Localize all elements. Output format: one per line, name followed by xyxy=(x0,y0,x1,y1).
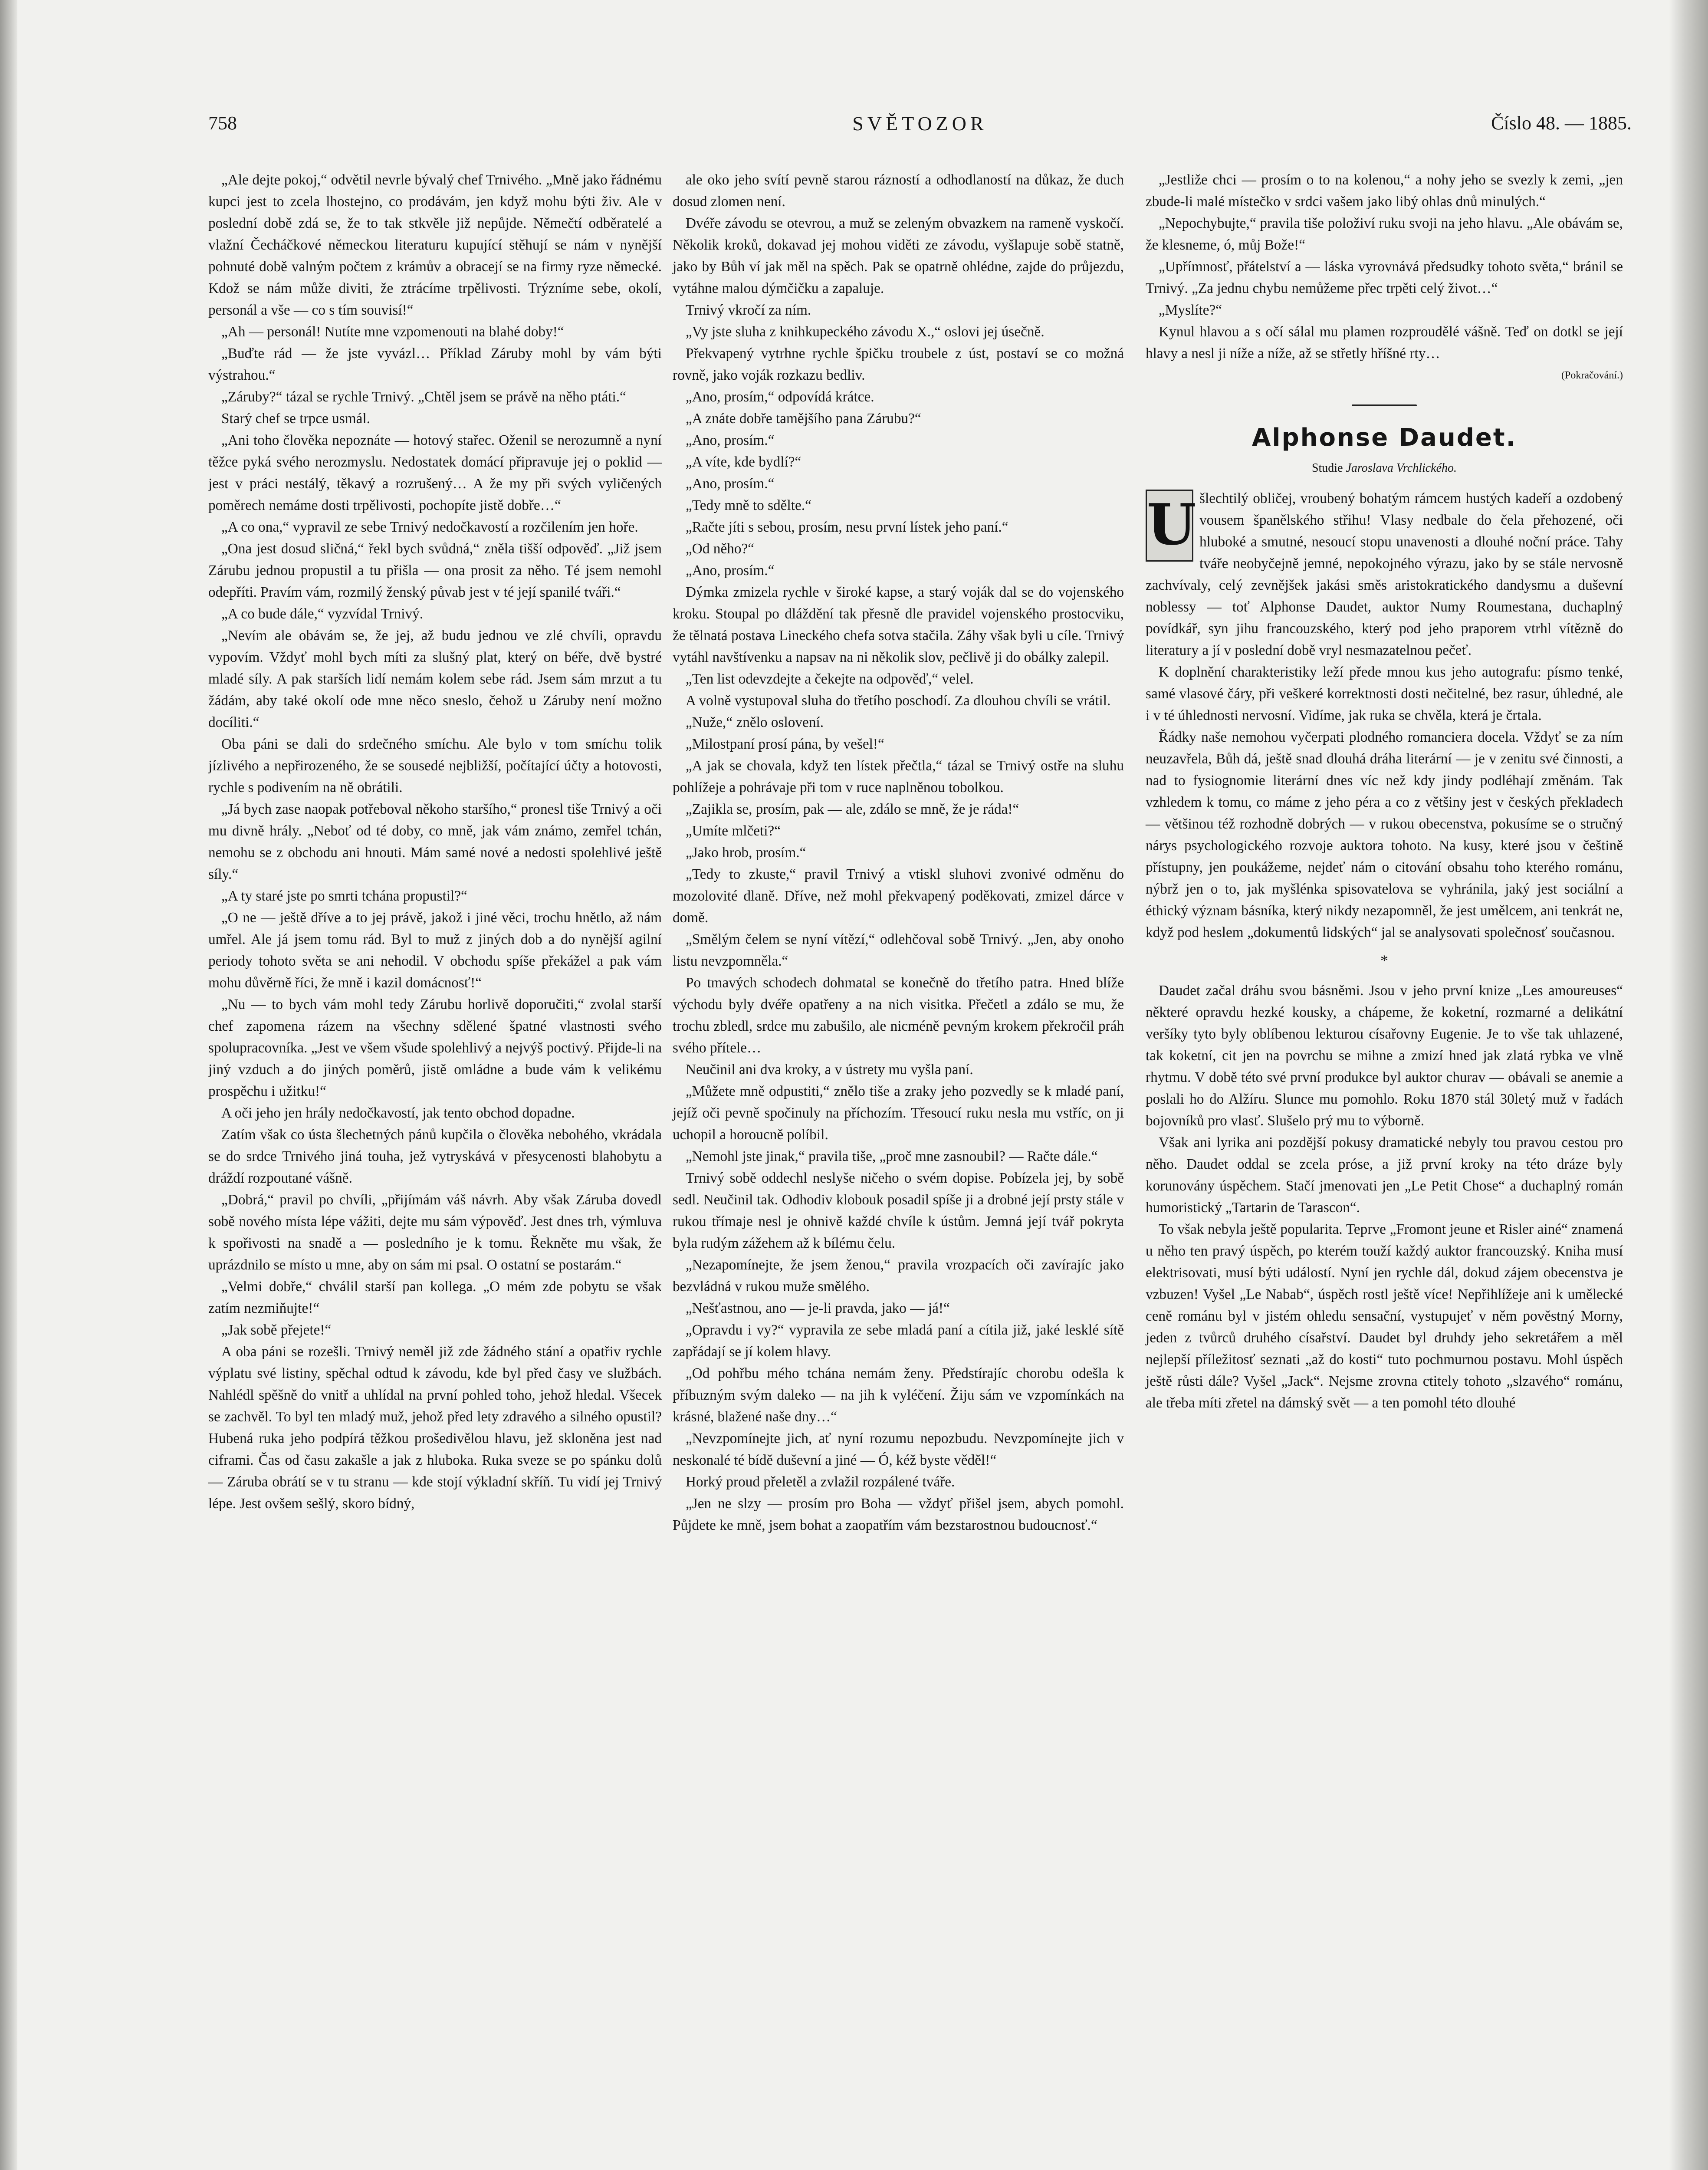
paragraph: „Velmi dobře,“ chválil starší pan kollega. „O mém zde pobytu se však zatím nezmiňujte!“ xyxy=(208,1279,662,1316)
paragraph: „Dobrá,“ pravil po chvíli, „přijímám váš návrh. Aby však Záruba dovedl sobě nového místa lépe vážiti, dejte mu sám výpověď. Jest dnes trh, výmluva k spořivosti na snadě a — posledního je k tomu. Řekněte mu však, že uprázdnilo se místo u mne, aby on sám mi psal. O ostatní se postarám.“ xyxy=(208,1192,662,1273)
paragraph: „Ale dejte pokoj,“ odvětil nevrle bývalý chef Trnivého. „Mně jako řádnému kupci jest to zcela lhostejno, co prodávám, jen když mohu býti živ. Ale v poslední době zdá se, že to tak stkvěle již nepůjde. Němečtí odběratelé a vlažní Čecháčkové německou literaturu kupující stěhují se nám v nynější pohnuté době valným počtem z krámův a obracejí se na firmy ryze německé. Kdož se nám může diviti, že ztrácíme trpělivosti. Trýzníme sebe, okolí, personál a vše — co s tím souvisí!“ xyxy=(208,172,662,318)
paragraph: „Myslíte?“ xyxy=(1159,302,1222,318)
subtitle-prefix: Studie xyxy=(1311,461,1343,475)
paragraph: A oči jeho jen hrály nedočkavostí, jak tento obchod dopadne. xyxy=(221,1105,575,1121)
first-paragraph-text: šlechtilý obličej, vroubený bohatým rámcem hustých kadeří a ozdobený vousem španělského střihu! Vlasy nedbale do čela přehozené, oči hluboké a smutné, nesoucí stopu unavenosti a dlouhé noční práce. Tahy tváře neobyčejně jemné, nepokojného výrazu, jako by se stále nervosně zachvívaly, celý zevnějšek jakási směs aristokratického dandysmu a duševní noblessy — toť Alphonse Daudet, auktor Numy Roumestana, duchaplný povídkář, syn jihu francouzského, který pod jeho praporem vtrhl vítězně do literatury a jí v poslední době vryl nesmazatelnou pečeť. xyxy=(1146,490,1623,658)
paragraph: „Od něho?“ xyxy=(686,541,755,557)
page-number: 758 xyxy=(208,112,237,134)
paragraph: „Tedy mně to sdělte.“ xyxy=(686,497,811,513)
paragraph: Horký proud přeletěl a zvlažil rozpálené tváře. xyxy=(686,1474,955,1490)
column-2 xyxy=(673,169,1124,1536)
section-asterisk: * xyxy=(1380,952,1388,969)
article-title: Alphonse Daudet. xyxy=(1252,424,1517,452)
paragraph: Neučinil ani dva kroky, a v ústrety mu vyšla paní. xyxy=(686,1062,973,1078)
paragraph: „Vy jste sluha z knihkupeckého závodu X.,“ oslovi jej úsečně. xyxy=(686,324,1045,340)
scan-left-edge xyxy=(0,0,17,2170)
paragraph: „A znáte dobře tamějšího pana Zárubu?“ xyxy=(686,411,921,427)
paragraph: „Nevím ale obávám se, že jej, až budu jednou ve zlé chvíli, opravdu vypovím. Vždyť mohl bych míti za slušný plat, který on béře, dvě bystré mladé síly. A pak starších lidí nemám kolem sebe rád. Jsem sám mrzut a tu žádám, aby také okolí ode mne něco sneslo, čehož u Záruby není možno docíliti.“ xyxy=(208,628,662,730)
paragraph: Starý chef se trpce usmál. xyxy=(221,411,371,427)
paragraph: „Račte jíti s sebou, prosím, nesu první lístek jeho paní.“ xyxy=(686,519,1008,535)
article-author: Jaroslava Vrchlického. xyxy=(1346,461,1457,475)
paragraph: Dýmka zmizela rychle v široké kapse, a starý voják dal se do vojenského kroku. Stoupal po dláždění tak přesně dle pravidel vojenského prostocviku, že tělnatá postava Lineckého chefa sotva stačila. Záhy však byli u cíle. Trnivý vytáhl navštívenku a napsav na ni několik slov, pečlivě ji do obálky zalepil. xyxy=(673,584,1124,665)
paragraph: Zatím však co ústa šlechetných pánů kupčila o člověka nebohého, vkrádala se do srdce Trnivého jiná touha, jež vytryskává v přesycenosti blahobytu a dráždí rozpoutané vášně. xyxy=(208,1127,662,1186)
paragraph: „Upřímnosť, přátelství a — láska vyrovnává předsudky tohoto světa,“ bránil se Trnivý. „Za jednu chybu nemůžeme přec trpěti celý život…“ xyxy=(1146,259,1623,296)
paragraph: „Nemohl jste jinak,“ pravila tiše, „proč mne zasnoubil? — Račte dále.“ xyxy=(686,1148,1098,1164)
paragraph: „Ano, prosím.“ xyxy=(686,476,775,492)
article-subtitle xyxy=(1146,460,1623,477)
paragraph: „Ano, prosím,“ odpovídá krátce. xyxy=(686,389,874,405)
paragraph: „Ano, prosím.“ xyxy=(686,432,775,448)
paragraph: „Jako hrob, prosím.“ xyxy=(686,845,806,861)
paragraph: „Můžete mně odpustiti,“ znělo tiše a zraky jeho pozvedly se k mladé paní, jejíž oči pevně spočinuly na příchozím. Třesoucí ruku nesla mu vstříc, on ji uchopil a horoucně políbil. xyxy=(673,1083,1124,1143)
paragraph: „Ona jest dosud sličná,“ řekl bych svůdná,“ zněla tišší odpověď. „Již jsem Zárubu jednou propustil a tu přišla — ona prosit za něho. Té jsem nemohl odepříti. Pravím vám, rozmilý ženský půvab jest v té její spanilé tváři.“ xyxy=(208,541,662,600)
paragraph: „Nešťastnou, ano — je-li pravda, jako — já!“ xyxy=(686,1300,950,1316)
paragraph: „Milostpaní prosí pána, by vešel!“ xyxy=(686,736,884,752)
column-3 xyxy=(1146,169,1623,1414)
paragraph: Oba páni se dali do srdečného smíchu. Ale bylo v tom smíchu tolik jízlivého a nepřirozeného, že se sousedé nejbližší, počítající účty a hotovosti, rychle s podivením na ně obrátili. xyxy=(208,736,662,796)
paragraph: „Jen ne slzy — prosím pro Boha — vždyť přišel jsem, abych pomohl. Půjdete ke mně, jsem bohat a zaopatřím vám bezstarostnou budoucnosť.“ xyxy=(673,1496,1124,1533)
paragraph: „Zajikla se, prosím, pak — ale, zdálo se mně, že je ráda!“ xyxy=(686,801,1019,817)
paragraph: „Já bych zase naopak potřeboval někoho staršího,“ pronesl tiše Trnivý a oči mu divně hrály. „Neboť od té doby, co mně, jak vám známo, zemřel tchán, nemohu se z obchodu ani hnouti. Mám samé nové a nedosti spolehlivé ještě síly.“ xyxy=(208,801,662,882)
paragraph: „A ty staré jste po smrti tchána propustil?“ xyxy=(221,888,467,904)
paragraph: „Nepochybujte,“ pravila tiše položiví ruku svoji na jeho hlavu. „Ale obávám se, že klesneme, ó, můj Bože!“ xyxy=(1146,215,1623,253)
paragraph: Však ani lyrika ani pozdější pokusy dramatické nebyly tou pravou cestou pro něho. Daudet oddal se zcela próse, a již první kroky na této dráze byly korunovány úspěchem. Stačí jmenovati jen „Le Petit Chose“ a duchaplný román humoristický „Tartarin de Tarascon“. xyxy=(1146,1134,1623,1216)
paragraph: „Nu — to bych vám mohl tedy Zárubu horlivě doporučiti,“ zvolal starší chef zapomena rázem na všechny sdělené špatné vlastnosti svého spolupracovníka. „Jest ve všem všude spolehlivý a nejvýš poctivý. Přijde-li na jiný vzduch a do jiných poměrů, jistě omládne a bude vám k velikému prospěchu i užitku!“ xyxy=(208,996,662,1099)
paragraph: „A co bude dále,“ vyzvídal Trnivý. xyxy=(221,606,424,622)
paragraph: Trnivý sobě oddechl neslyše ničeho o svém dopise. Pobízela jej, by sobě sedl. Neučinil tak. Odhodiv klobouk posadil spíše ji a drobné její prsty stále v rukou třímaje nesl je ohnivě každé chvíle k ústům. Jemná její tvář pokryta byla rudým zážehem až k bílému čelu. xyxy=(673,1170,1124,1251)
paragraph: Kynul hlavou a s očí sálal mu plamen rozproudělé vášně. Teď on dotkl se její hlavy a nesl ji níže a níže, až se střetly hříšné rty… xyxy=(1146,324,1623,362)
paragraph: Po tmavých schodech dohmatal se konečně do třetího patra. Hned blíže východu byly dvéře opatřeny a na nich visitka. Přečetl a zdálo se mu, že trochu zbledl, srdce mu zabušilo, ale nicméně pevným krokem překročil práh svého přítele… xyxy=(673,975,1124,1056)
paragraph: „O ne — ještě dříve a to jej právě, jakož i jiné věci, trochu hnětlo, až nám umřel. Ale já jsem tomu rád. Byl to muž z jiných dob a do nynější agilní periody tohoto světa se ani nehodil. V obchodu spíše překážel a pak vám mohu důvěrně říci, že mně i kazil domácnosť!“ xyxy=(208,910,662,991)
paragraph: K doplnění charakteristiky leží přede mnou kus jeho autografu: písmo tenké, samé vlasové čáry, při veškeré korrektnosti dosti nečitelné, bez rasur, úhledné, ale i v té úhlednosti nervosní. Vidíme, jak ruka se chvěla, která je črtala. xyxy=(1146,664,1623,723)
paragraph: „Umíte mlčeti?“ xyxy=(686,823,781,839)
paragraph: Překvapený vytrhne rychle špičku troubele z úst, postaví se co možná rovně, jako voják rozkazu bedliv. xyxy=(673,345,1124,383)
paragraph: ale oko jeho svítí pevně starou rázností a odhodlaností na důkaz, že duch dosud zlomen není. xyxy=(673,172,1124,210)
continued-label: (Pokračování.) xyxy=(1561,370,1623,381)
paragraph: „Od pohřbu mého tchána nemám ženy. Předstírajíc chorobu odešla k příbuzným svým daleko — na jih k vyléčení. Žiju sám ve vzpomínkách na krásné, blažené naše dny…“ xyxy=(673,1365,1124,1425)
drop-cap: U xyxy=(1146,490,1193,562)
paragraph: „Nezapomínejte, že jsem ženou,“ pravila vrozpacích oči zavírajíc jako bezvládná v rukou muže smělého. xyxy=(673,1257,1124,1295)
paragraph: To však nebyla ještě popularita. Teprve „Fromont jeune et Risler ainé“ znamená u něho ten pravý úspěch, po kterém touží každý auktor francouzský. Kniha musí elektrisovati, musí býti událostí. Nyní jen rychle dál, dokud zájem obecenstva je vzbuzen! Vyšel „Le Nabab“, úspěch rostl ještě více! Nepřihlížeje ani k umělecké ceně románu byl v jistém ohledu sensační, vystupujeť v něm pověstný Morny, jeden z tvůrců druhého císařství. Daudet byl druhdy jeho sekretářem a měl nejlepší příležitosť seznati „až do kosti“ tuto pochmurnou postavu. Mohl úspěch ještě růsti dále? Vyšel „Jack“. Nejsme zrovna ctitely tohoto „slzavého“ románu, ale třeba míti zřetel na dámský svět — a ten pomohl této dlouhé xyxy=(1146,1221,1623,1411)
issue-label: Číslo 48. — 1885. xyxy=(1491,112,1632,134)
article-first-paragraph xyxy=(1146,488,1623,661)
scan-right-edge xyxy=(1669,0,1708,2170)
paragraph: „A víte, kde bydlí?“ xyxy=(686,454,801,470)
paragraph: Daudet začal dráhu svou básněmi. Jsou v jeho první knize „Les amoureuses“ některé opravdu hezké kousky, a chápeme, že koketní, rozmarné a delikátní veršíky tyto byly oblíbenou lekturou císařovny Eugenie. Je to vše tak uhlazené, tak koketní, cit jen na povrchu se mihne a zmizí hned jak zlatá rybka ve vlně rhytmu. V době této své první produkce byl auktor churav — obávali se anemie a poslali ho do Alžíru. Slunce mu pomohlo. Roku 1870 stál 30letý muž v řadách bojovníků pro vlasť. Slušelo prý mu to výborně. xyxy=(1146,983,1623,1129)
paragraph: Trnivý vkročí za ním. xyxy=(686,302,811,318)
paragraph: „Ah — personál! Nutíte mne vzpomenouti na blahé doby!“ xyxy=(221,324,564,340)
paragraph: „Jestliže chci — prosím o to na kolenou,“ a nohy jeho se svezly k zemi, „jen zbude-li malé místečko v srdci vašem jako libý ohlas dnů minulých.“ xyxy=(1146,172,1623,210)
paragraph: Řádky naše nemohou vyčerpati plodného romanciera docela. Vždyť se za ním neuzavřela, Bůh dá, ještě snad dlouhá dráha literární — je v zenitu své činnosti, a nad to fysiognomie literární dnes víc než kdy jindy podléhají změnám. Tak vzhledem k tomu, co máme z jeho péra a co z většiny jest v českých překladech — většinou též rozhodně dobrých — v rukou obecenstva, pokusíme se o stručný nárys psychologického rozvoje auktora tohoto. Na kusy, které jsou v češtině přístupny, jen poukážeme, nejdeť nám o citování obsahu toho kterého románu, nýbrž jen o to, jak myšlénka spisovatelova se vyhránila, jaký jest sociální a éthický význam básníka, který nikdy nezapomněl, že jest umělcem, ani tenkrát ne, když pod heslem „dokumentů lidských“ jal se analysovati společnosť současnou. xyxy=(1146,729,1623,940)
paragraph: „Tedy to zkuste,“ pravil Trnivý a vtiskl sluhovi zvonivé odměnu do mozolovité dlaně. Dříve, než mohl překvapený poděkovati, zmizel dárce v domě. xyxy=(673,866,1124,926)
paragraph: Dvéře závodu se otevrou, a muž se zeleným obvazkem na rameně vyskočí. Několik kroků, dokavad jej mohou viděti ze závodu, vyšlapuje sobě statně, jako by Bůh ví jak měl na spěch. Pak se opatrně ohlédne, zajde do průjezdu, vytáhne malou dýmčičku a zapaluje. xyxy=(673,215,1124,296)
paragraph: „Buďte rád — že jste vyvázl… Příklad Záruby mohl by vám býti výstrahou.“ xyxy=(208,345,662,383)
paragraph: „A jak se chovala, když ten lístek přečtla,“ tázal se Trnivý ostře na sluhu pohlížeje a pohrávaje při tom v ruce naplněnou tobolkou. xyxy=(673,758,1124,796)
journal-title: SVĚTOZOR xyxy=(852,112,988,135)
paragraph: „Nuže,“ znělo oslovení. xyxy=(686,714,824,730)
paragraph: „A co ona,“ vypravil ze sebe Trnivý nedočkavostí a rozčilením jen hoře. xyxy=(221,519,638,535)
paragraph: „Jak sobě přejete!“ xyxy=(221,1322,332,1338)
paragraph: „Opravdu i vy?“ vypravila ze sebe mladá paní a cítila již, jaké lesklé sítě zapřádají se jí kolem hlavy. xyxy=(673,1322,1124,1360)
paragraph: „Ano, prosím.“ xyxy=(686,562,775,579)
page-header xyxy=(208,112,1632,147)
paragraph: „Ani toho člověka nepoznáte — hotový stařec. Oženil se nerozumně a nyní těžce pyká svého nerozmyslu. Nedostatek domácí připravuje jej o poklid — jest v práci nestálý, těkavý a rozrušený… A že my při svých vyličených poměrech nemáme dosti trpělivosti, pochopíte jistě dobře…“ xyxy=(208,432,662,513)
paragraph: „Nevzpomínejte jich, ať nyní rozumu nepozbudu. Nevzpomínejte jich v neskonalé té bídě duševní a jiné — Ó, kéž byste věděl!“ xyxy=(673,1430,1124,1468)
paragraph: „Ten list odevzdejte a čekejte na odpověď,“ velel. xyxy=(686,671,974,687)
paragraph: „Záruby?“ tázal se rychle Trnivý. „Chtěl jsem se právě na něho ptáti.“ xyxy=(221,389,626,405)
ornamental-divider xyxy=(1352,404,1417,406)
paragraph: „Smělým čelem se nyní vítězí,“ odlehčoval sobě Trnivý. „Jen, aby onoho listu nevzpomněla.“ xyxy=(673,931,1124,969)
column-1 xyxy=(208,169,662,1515)
paragraph: A oba páni se rozešli. Trnivý neměl již zde žádného stání a opatřiv rychle výplatu své listiny, spěchal odtud k závodu, kde byl před časy ve službách. Nahlédl spěšně do vnitř a uhlídal na první pohled toho, jehož hledal. Všecek se zachvěl. To byl ten mladý muž, jehož před lety zdravého a silného opustil? Hubená ruka jeho podpírá těžkou prošedivělou hlavu, jež skloněna jest nad ciframi. Čas od času zakašle a jak z hluboka. Ruka sveze se po spánku dolů — Záruba obrátí se v tu stranu — kde stojí výkladní skříň. Tu vidí jej Trnivý lépe. Jest ovšem sešlý, skoro bídný, xyxy=(208,1344,662,1512)
paragraph: A volně vystupoval sluha do třetího poschodí. Za dlouhou chvíli se vrátil. xyxy=(686,693,1111,709)
